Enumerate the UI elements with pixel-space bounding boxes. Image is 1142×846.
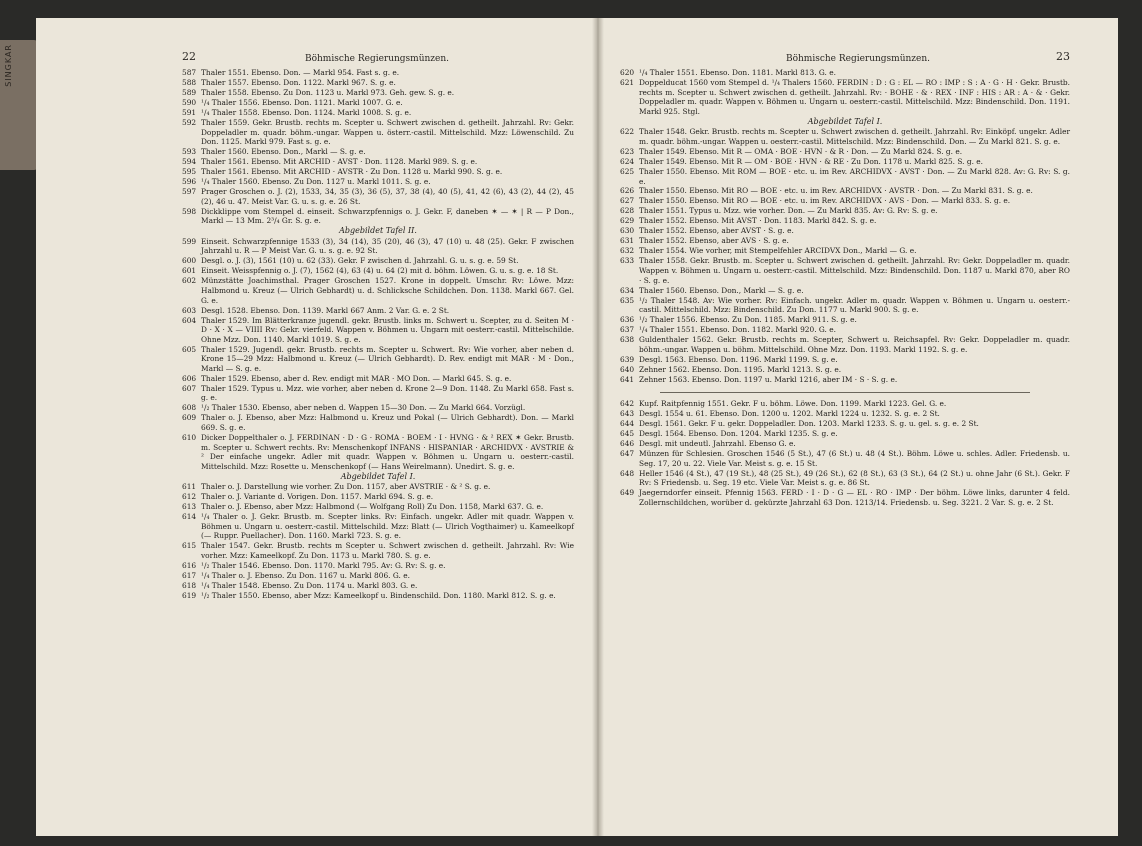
lot-number: 587 bbox=[182, 68, 197, 77]
lot-description: Thaler 1561. Ebenso. Mit ARCHID · AVSTR · Zu Don. 1128 u. Markl 990. S. g. e. bbox=[201, 167, 503, 177]
lot-number: 595 bbox=[182, 167, 197, 177]
right-page bbox=[598, 18, 1118, 836]
edge-label: SINGKAR bbox=[4, 44, 13, 87]
lot-number: 601 bbox=[182, 266, 197, 276]
lot-entry bbox=[182, 306, 574, 316]
lot-entry bbox=[620, 315, 1070, 325]
lot-number: 634 bbox=[620, 285, 635, 295]
lot-description: Thaler 1547. Gekr. Brustb. rechts m Scepter u. Schwert zwischen d. getheilt. Jahrzahl. Rv: Wie vorher. Mzz: Kameelkopf. Zu Don. 1173 u. Markl 780. S. g. e. bbox=[201, 541, 574, 561]
lot-number: 639 bbox=[620, 354, 635, 364]
lot-description: Desgl. 1528. Ebenso. Don. 1139. Markl 667 Anm. 2 Var. G. e. 2 St. bbox=[201, 305, 450, 315]
lot-entry bbox=[620, 469, 1070, 488]
lot-description: Einseit. Schwarzpfennige 1533 (3), 34 (14), 35 (20), 46 (3), 47 (10) u. 48 (25). Gekr. F zwischen Jahrzahl u. R — P Meist Var. G. u. s. g. e. 92 St. bbox=[201, 236, 574, 256]
lot-number: 616 bbox=[182, 561, 197, 571]
lot-number: 598 bbox=[182, 206, 197, 216]
lot-entry bbox=[620, 286, 1070, 296]
lot-description: Thaler o. J. Ebenso, aber Mzz: Halbmond u. Kreuz und Pokal (— Ulrich Gebhardt). Don. — Markl 669. S. g. e. bbox=[201, 413, 574, 432]
lot-entry bbox=[182, 147, 574, 157]
lot-number: 625 bbox=[620, 166, 635, 176]
lot-description: Desgl. 1561. Gekr. F u. gekr. Doppeladler. Don. 1203. Markl 1233. S. g. u. gel. s. g. e. 2 St. bbox=[639, 419, 979, 429]
lot-description: ¹/₄ Thaler 1558. Ebenso. Don. 1124. Markl 1008. S. g. e. bbox=[201, 107, 412, 117]
lot-entry bbox=[182, 187, 574, 206]
lot-description: ¹/₂ Thaler 1556. Ebenso. Zu Don. 1185. Markl 911. S. g. e. bbox=[639, 315, 857, 325]
book-gutter bbox=[592, 18, 604, 836]
lot-description: Münzen für Schlesien. Groschen 1546 (5 St.), 47 (6 St.) u. 48 (4 St.). Böhm. Löwe u. schles. Adler. Friedensb. u. Seg. 17, 20 u. 22. Viele Var. Meist s. g. e. 15 St. bbox=[639, 449, 1070, 468]
running-title: Böhmische Regierungsmünzen. bbox=[304, 54, 450, 64]
lot-description: Dicker Doppelthaler o. J. FERDINAN · D · G · ROMA · BOEM · I · HVNG · & ² REX ✶ Gekr. Brustb. m. Scepter u. Schwert rechts. Rv: Menschenkopf INFANS · HISPANIAR · ARCHIDVX · AVSTRIE & ² Der einfache ungekr. Adler mit quadr. Wappen v. Böhmen u. Ungarn u. oesterr.-castil. Mittelschild. Mzz: Rosette u. Menschenkopf (— Hans Weirelmann). Unedirt. S. g. e. bbox=[201, 432, 574, 471]
lot-number: 612 bbox=[182, 492, 197, 502]
lot-number: 632 bbox=[620, 246, 635, 256]
lot-description: ¹/₄ Thaler 1551. Ebenso. Don. 1181. Markl 813. G. e. bbox=[639, 68, 836, 77]
lot-description: ¹/₄ Thaler o. J. Gekr. Brustb. m. Scepter links. Rv: Einfach. ungekr. Adler mit quadr. Wappen v. Böhmen u. Ungarn u. oesterr.-castil. Mittelschild. Mzz: Blatt (— Ulrich Vogthaimer) u. Kameelkopf (— Ruppr. Puellacher). Don. 1160. Markl 723. S. g. e. bbox=[201, 512, 574, 541]
lot-description: Thaler 1559. Gekr. Brustb. rechts m. Scepter u. Schwert zwischen d. getheilt. Jahrzahl. Rv: Gekr. Doppeladler m. quadr. böhm.-ungar. Wappen u. österr.-castil. Mittelschild. Mzz: Löwenschild. Zu Don. 1125. Markl 979. Fast s. g. e. bbox=[201, 117, 574, 147]
lot-number: 599 bbox=[182, 236, 197, 246]
lot-number: 610 bbox=[182, 432, 197, 442]
lot-number: 605 bbox=[182, 344, 197, 354]
lot-number: 609 bbox=[182, 413, 197, 423]
lot-number: 600 bbox=[182, 256, 197, 266]
lot-description: Thaler 1529. Ebenso, aber d. Rev. endigt mit MAR · MO Don. — Markl 645. S. g. e. bbox=[201, 373, 512, 383]
lot-number: 637 bbox=[620, 325, 635, 335]
lot-entry bbox=[620, 335, 1070, 354]
lot-number: 603 bbox=[182, 305, 197, 315]
lot-number: 593 bbox=[182, 147, 197, 157]
lot-number: 645 bbox=[620, 429, 635, 439]
lot-number: 642 bbox=[620, 399, 635, 409]
lot-entry bbox=[182, 108, 574, 118]
lot-entry bbox=[620, 147, 1070, 157]
lot-entry bbox=[182, 374, 574, 384]
lot-entry bbox=[620, 157, 1070, 167]
lot-number: 606 bbox=[182, 373, 197, 383]
lot-description: Thaler o. J. Darstellung wie vorher. Zu Don. 1157, aber AVSTRIE · & ² S. g. e. bbox=[201, 482, 491, 492]
lot-entry bbox=[620, 78, 1070, 116]
lot-description: Doppelducat 1560 vom Stempel d. ¹/₄ Thalers 1560. FERDIN : D : G : EL — RO : IMP : S : A · G · H · Gekr. Brustb. rechts m. Scepter u. Schwert zwischen d. getheilt. Jahrzahl. Rv: · BOHE · & · REX · INF : HIS : AR : A · & · Gekr. Doppeladler m. quadr. Wappen v. Böhmen u. Ungarn u. oesterr.-castil. Mittelschild. Mzz: Bindenschild. Don. 1191. Markl 925. Stgl. bbox=[639, 77, 1070, 116]
lot-description: Thaler 1552. Ebenso, aber AVST · S. g. e. bbox=[639, 226, 794, 236]
lot-number: 646 bbox=[620, 439, 635, 449]
lot-entry bbox=[182, 266, 574, 276]
lot-number: 615 bbox=[182, 541, 197, 551]
lot-description: Thaler 1560. Ebenso. Don., Markl — S. g. e. bbox=[639, 285, 804, 295]
lot-number: 591 bbox=[182, 107, 197, 117]
lot-description: Thaler 1550. Ebenso. Mit ROM — BOE · etc. u. im Rev. ARCHIDVX · AVST · Don. — Zu Markl 828. Av: G. Rv: S. g. e. bbox=[639, 166, 1070, 186]
lot-entry bbox=[182, 207, 574, 226]
lot-description: Thaler o. J. Variante d. Vorigen. Don. 1157. Markl 694. S. g. e. bbox=[201, 492, 434, 502]
lot-entry bbox=[620, 325, 1070, 335]
lot-description: Desgl. 1563. Ebenso. Don. 1196. Markl 1199. S. g. e. bbox=[639, 354, 838, 364]
lot-number: 611 bbox=[182, 482, 197, 492]
lot-entry bbox=[620, 127, 1070, 146]
lot-description: Thaler 1550. Ebenso. Mit RO — BOE · etc. u. im Rev. ARCHIDVX · AVSTR · Don. — Zu Markl 831. S. g. e. bbox=[639, 186, 1033, 196]
lot-number: 613 bbox=[182, 502, 197, 512]
lot-number: 619 bbox=[182, 591, 197, 600]
lot-description: Thaler 1561. Ebenso. Mit ARCHID · AVST · Don. 1128. Markl 989. S. g. e. bbox=[201, 157, 478, 167]
lot-entry bbox=[620, 429, 1070, 439]
lot-description: ¹/₄ Thaler 1551. Ebenso. Don. 1182. Markl 920. G. e. bbox=[639, 325, 836, 335]
lot-number: 618 bbox=[182, 581, 197, 591]
lot-number: 602 bbox=[182, 276, 197, 286]
lot-entry bbox=[182, 502, 574, 512]
lot-number: 644 bbox=[620, 419, 635, 429]
lot-description: Thaler 1552. Ebenso, aber AVS · S. g. e. bbox=[639, 236, 789, 246]
lot-entry bbox=[620, 206, 1070, 216]
lot-description: Thaler 1552. Ebenso. Mit AVST · Don. 1183. Markl 842. S. g. e. bbox=[639, 216, 877, 226]
lot-entry bbox=[620, 216, 1070, 226]
lot-entry bbox=[182, 177, 574, 187]
figure-reference: Abgebildet Tafel I. bbox=[340, 471, 416, 481]
lot-number: 643 bbox=[620, 409, 635, 419]
lot-entry bbox=[620, 375, 1070, 385]
lot-number: 638 bbox=[620, 335, 635, 345]
lot-number: 647 bbox=[620, 449, 635, 459]
lot-entry bbox=[620, 399, 1070, 409]
lot-entry bbox=[620, 167, 1070, 186]
lot-number: 597 bbox=[182, 187, 197, 197]
lot-description: ¹/₄ Thaler 1548. Ebenso. Zu Don. 1174 u. Markl 803. G. e. bbox=[201, 581, 418, 591]
lot-number: 623 bbox=[620, 146, 635, 156]
entry-list bbox=[182, 68, 574, 601]
lot-description: Thaler 1529. Im Blätterkranze jugendl. gekr. Brustb. links m. Schwert u. Scepter, zu d. Seiten M · D · X · X — VIIII Rv: Gekr. vierfeld. Wappen v. Böhmen u. Ungarn mit oesterr.-castil. Mittelschilde. Ohne Mzz. Don. 1140. Markl 1019. S. g. e. bbox=[201, 315, 574, 344]
lot-entry bbox=[182, 492, 574, 502]
lot-description: Kupf. Raitpfennig 1551. Gekr. F u. böhm. Löwe. Don. 1199. Markl 1223. Gel. G. e. bbox=[639, 399, 947, 409]
lot-description: Guldenthaler 1562. Gekr. Brustb. rechts m. Scepter, Schwert u. Reichsapfel. Rv: Gekr. Doppeladler m. quadr. böhm.-ungar. Wappen u. böhm. Mittelschild. Ohne Mzz. Don. 1193. Markl 1192. S. g. e. bbox=[639, 335, 1070, 354]
lot-number: 630 bbox=[620, 226, 635, 236]
lot-description: Desgl. mit undeutl. Jahrzahl. Ebenso G. e. bbox=[639, 439, 796, 449]
figure-reference: Abgebildet Tafel I. bbox=[807, 116, 883, 126]
lot-number: 633 bbox=[620, 256, 635, 266]
lot-entry bbox=[620, 236, 1070, 246]
lot-description: Thaler 1560. Ebenso. Don., Markl — S. g. e. bbox=[201, 147, 366, 157]
lot-entry bbox=[620, 256, 1070, 285]
lot-description: Thaler 1558. Ebenso. Zu Don. 1123 u. Markl 973. Geh. gew. S. g. e. bbox=[201, 87, 455, 97]
lot-entry bbox=[620, 296, 1070, 315]
lot-description: Thaler 1550. Ebenso. Mit RO — BOE · etc. u. im Rev. ARCHIDVX · AVS · Don. — Markl 833. S. g. e. bbox=[639, 196, 1011, 206]
lot-entry bbox=[182, 167, 574, 177]
lot-entry bbox=[182, 316, 574, 345]
lot-number: 629 bbox=[620, 216, 635, 226]
lot-description: Thaler 1554. Wie vorher, mit Stempelfehler ARCIDVX Don., Markl — G. e. bbox=[639, 246, 917, 256]
lot-number: 624 bbox=[620, 156, 635, 166]
lot-description: Einseit. Weisspfennig o. J. (7), 1562 (4), 63 (4) u. 64 (2) mit d. böhm. Löwen. G. u. s. g. e. 18 St. bbox=[201, 266, 559, 276]
lot-number: 620 bbox=[620, 68, 635, 77]
lot-description: Prager Groschen o. J. (2), 1533, 34, 35 (3), 36 (5), 37, 38 (4), 40 (5), 41, 42 (6), 43 (2), 44 (2), 45 (2), 46 u. 47. Meist Var. G. u. s. g. e. 26 St. bbox=[201, 187, 574, 206]
lot-entry bbox=[182, 433, 574, 471]
lot-entry bbox=[182, 541, 574, 560]
lot-description: Thaler o. J. Ebenso, aber Mzz: Halbmond (— Wolfgang Roll) Zu Don. 1158, Markl 637. G. e. bbox=[201, 502, 544, 512]
lot-description: ¹/₂ Thaler 1530. Ebenso, aber neben d. Wappen 15—30 Don. — Zu Markl 664. Vorzügl. bbox=[201, 403, 526, 413]
lot-description: ¹/₂ Thaler 1550. Ebenso, aber Mzz: Kameelkopf u. Bindenschild. Don. 1180. Markl 812. S. g. e. bbox=[201, 591, 556, 600]
lot-description: ¹/₄ Thaler o. J. Ebenso. Zu Don. 1167 u. Markl 806. G. e. bbox=[201, 571, 410, 581]
lot-number: 649 bbox=[620, 488, 635, 498]
lot-entry bbox=[182, 345, 574, 374]
lot-description: Thaler 1529. Jugendl. gekr. Brustb. rechts m. Scepter u. Schwert. Rv: Wie vorher, aber neben d. Krone 15—29 Mzz: Halbmond u. Kreuz (— Ulrich Gebhardt). D. Rev. endigt mit MAR · M · Don., Markl — S. g. e. bbox=[201, 344, 574, 373]
lot-number: 640 bbox=[620, 364, 635, 374]
page-number: 22 bbox=[182, 50, 196, 63]
lot-number: 631 bbox=[620, 236, 635, 246]
lot-number: 628 bbox=[620, 206, 635, 216]
lot-entry bbox=[620, 68, 1070, 78]
lot-number: 635 bbox=[620, 295, 635, 305]
lot-entry bbox=[620, 186, 1070, 196]
entry-list bbox=[620, 68, 1070, 507]
lot-number: 617 bbox=[182, 571, 197, 581]
running-title: Böhmische Regierungsmünzen. bbox=[785, 54, 931, 64]
lot-description: Thaler 1551. Ebenso. Don. — Markl 954. Fast s. g. e. bbox=[201, 68, 400, 77]
lot-description: Thaler 1548. Gekr. Brustb. rechts m. Scepter u. Schwert zwischen d. getheilt. Jahrzahl. Rv: Einköpf. ungekr. Adler m. quadr. böhm.-ungar. Wappen u. oesterr.-castil. Mittelschild. Mzz: Bindenschild. Don. — Zu Markl 821. S. g. e. bbox=[639, 127, 1070, 146]
lot-description: Thaler 1557. Ebenso. Don. 1122. Markl 967. S. g. e. bbox=[201, 77, 396, 87]
lot-number: 607 bbox=[182, 383, 197, 393]
lot-number: 622 bbox=[620, 127, 635, 137]
lot-number: 626 bbox=[620, 186, 635, 196]
lot-entry bbox=[182, 118, 574, 147]
figure-reference: Abgebildet Tafel II. bbox=[339, 226, 417, 236]
lot-number: 614 bbox=[182, 512, 197, 522]
lot-description: Jaegerndorfer einseit. Pfennig 1563. FERD · I · D · G — EL · RO · IMP · Der böhm. Löwe links, darunter 4 feld. Zollernschildchen, worüber d. gekürzte Jahrzahl 63 Don. 1213/14. Friedensb. u. Seg. 3221. 2 Var. S. g. e. 2 St. bbox=[639, 488, 1070, 507]
lot-description: Münzstätte Joachimsthal. Prager Groschen 1527. Krone in doppelt. Umschr. Rv: Löwe. Mzz: Halbmond u. Kreuz (— Ulrich Gebhardt) u. d. Schlicksche Schildchen. Don. 1138. Markl 667. Gel. G. e. bbox=[201, 276, 574, 305]
lot-number: 590 bbox=[182, 97, 197, 107]
lot-entry bbox=[182, 276, 574, 305]
lot-entry bbox=[620, 246, 1070, 256]
lot-entry bbox=[620, 439, 1070, 449]
lot-description: ¹/₂ Thaler 1548. Av: Wie vorher. Rv: Einfach. ungekr. Adler m. quadr. Wappen v. Böhmen u. Ungarn u. oesterr.-castil. Mittelschild. Mzz: Bindenschild. Zu Don. 1177 u. Markl 900. S. g. e. bbox=[639, 295, 1070, 315]
lot-description: ¹/₄ Thaler 1560. Ebenso. Zu Don. 1127 u. Markl 1011. S. g. e. bbox=[201, 177, 431, 187]
lot-number: 621 bbox=[620, 77, 635, 87]
lot-entry bbox=[182, 384, 574, 403]
lot-entry bbox=[620, 365, 1070, 375]
lot-description: Desgl. 1564. Ebenso. Don. 1204. Markl 1235. S. g. e. bbox=[639, 429, 838, 439]
lot-description: Thaler 1529. Typus u. Mzz. wie vorher, aber neben d. Krone 2—9 Don. 1148. Zu Markl 658. Fast s. g. e. bbox=[201, 383, 574, 403]
lot-description: Zehner 1563. Ebenso. Don. 1197 u. Markl 1216, aber IM · S · S. g. e. bbox=[639, 374, 898, 384]
lot-entry bbox=[620, 355, 1070, 365]
lot-description: Thaler 1549. Ebenso. Mit R — OMA · BOE · HVN · & R · Don. — Zu Markl 824. S. g. e. bbox=[639, 146, 963, 156]
left-page bbox=[36, 18, 598, 836]
lot-entry bbox=[620, 409, 1070, 419]
lot-entry bbox=[182, 78, 574, 88]
lot-entry bbox=[620, 226, 1070, 236]
lot-description: Thaler 1549. Ebenso. Mit R — OM · BOE · HVN · & RE · Zu Don. 1178 u. Markl 825. S. g. e. bbox=[639, 156, 984, 166]
lot-number: 596 bbox=[182, 177, 197, 187]
lot-number: 627 bbox=[620, 196, 635, 206]
book-edge-tab bbox=[0, 40, 38, 170]
lot-entry bbox=[620, 419, 1070, 429]
lot-description: Dickklippe vom Stempel d. einseit. Schwarzpfennigs o. J. Gekr. F, daneben ✶ — ✶ | R — P Don., Markl — 13 Mm. 2³/₄ Gr. S. g. e. bbox=[201, 206, 574, 226]
lot-number: 636 bbox=[620, 315, 635, 325]
lot-entry bbox=[182, 403, 574, 413]
lot-entry bbox=[182, 571, 574, 581]
lot-description: ¹/₂ Thaler 1546. Ebenso. Don. 1170. Markl 795. Av: G. Rv: S. g. e. bbox=[201, 561, 446, 571]
lot-description: Heller 1546 (4 St.), 47 (19 St.), 48 (25 St.), 49 (26 St.), 62 (8 St.), 63 (3 St.), 64 (2 St.) u. ohne Jahr (6 St.). Gekr. F Rv: S Friedensb. u. Seg. 19 etc. Viele Var. Meist s. g. e. 86 St. bbox=[639, 468, 1070, 488]
lot-number: 641 bbox=[620, 374, 635, 384]
lot-entry bbox=[182, 237, 574, 256]
lot-entry bbox=[182, 256, 574, 266]
lot-description: ¹/₄ Thaler 1556. Ebenso. Don. 1121. Markl 1007. G. e. bbox=[201, 97, 403, 107]
lot-number: 589 bbox=[182, 87, 197, 97]
lot-entry bbox=[182, 88, 574, 98]
lot-entry bbox=[182, 482, 574, 492]
lot-entry bbox=[182, 591, 574, 601]
lot-entry bbox=[182, 413, 574, 432]
lot-entry bbox=[620, 196, 1070, 206]
lot-number: 608 bbox=[182, 403, 197, 413]
lot-description: Zehner 1562. Ebenso. Don. 1195. Markl 1213. S. g. e. bbox=[639, 364, 842, 374]
lot-entry bbox=[182, 68, 574, 78]
lot-entry bbox=[182, 157, 574, 167]
lot-entry bbox=[620, 488, 1070, 507]
lot-description: Thaler 1558. Gekr. Brustb. m. Scepter u. Schwert zwischen d. getheilt. Jahrzahl. Rv: Gekr. Doppeladler m. quadr. Wappen v. Böhmen u. Ungarn u. oesterr.-castil. Mittelschild. Mzz: Bindenschild. Don. 1187 u. Markl 870, aber RO · S. g. e. bbox=[639, 256, 1070, 285]
page-number: 23 bbox=[1056, 50, 1070, 63]
lot-description: Desgl. o. J. (3), 1561 (10) u. 62 (33). Gekr. F zwischen d. Jahrzahl. G. u. s. g. e. 59 St. bbox=[201, 256, 519, 266]
lot-entry bbox=[182, 98, 574, 108]
lot-entry bbox=[182, 581, 574, 591]
lot-entry bbox=[182, 512, 574, 541]
lot-number: 592 bbox=[182, 117, 197, 127]
lot-entry bbox=[620, 449, 1070, 468]
section-divider bbox=[660, 392, 1030, 393]
lot-entry bbox=[182, 561, 574, 571]
lot-description: Desgl. 1554 u. 61. Ebenso. Don. 1200 u. 1202. Markl 1224 u. 1232. S. g. e. 2 St. bbox=[639, 409, 940, 419]
lot-number: 588 bbox=[182, 77, 197, 87]
lot-description: Thaler 1551. Typus u. Mzz. wie vorher. Don. — Zu Markl 835. Av: G. Rv: S. g. e. bbox=[639, 206, 938, 216]
lot-number: 648 bbox=[620, 468, 635, 478]
lot-number: 594 bbox=[182, 157, 197, 167]
lot-number: 604 bbox=[182, 315, 197, 325]
